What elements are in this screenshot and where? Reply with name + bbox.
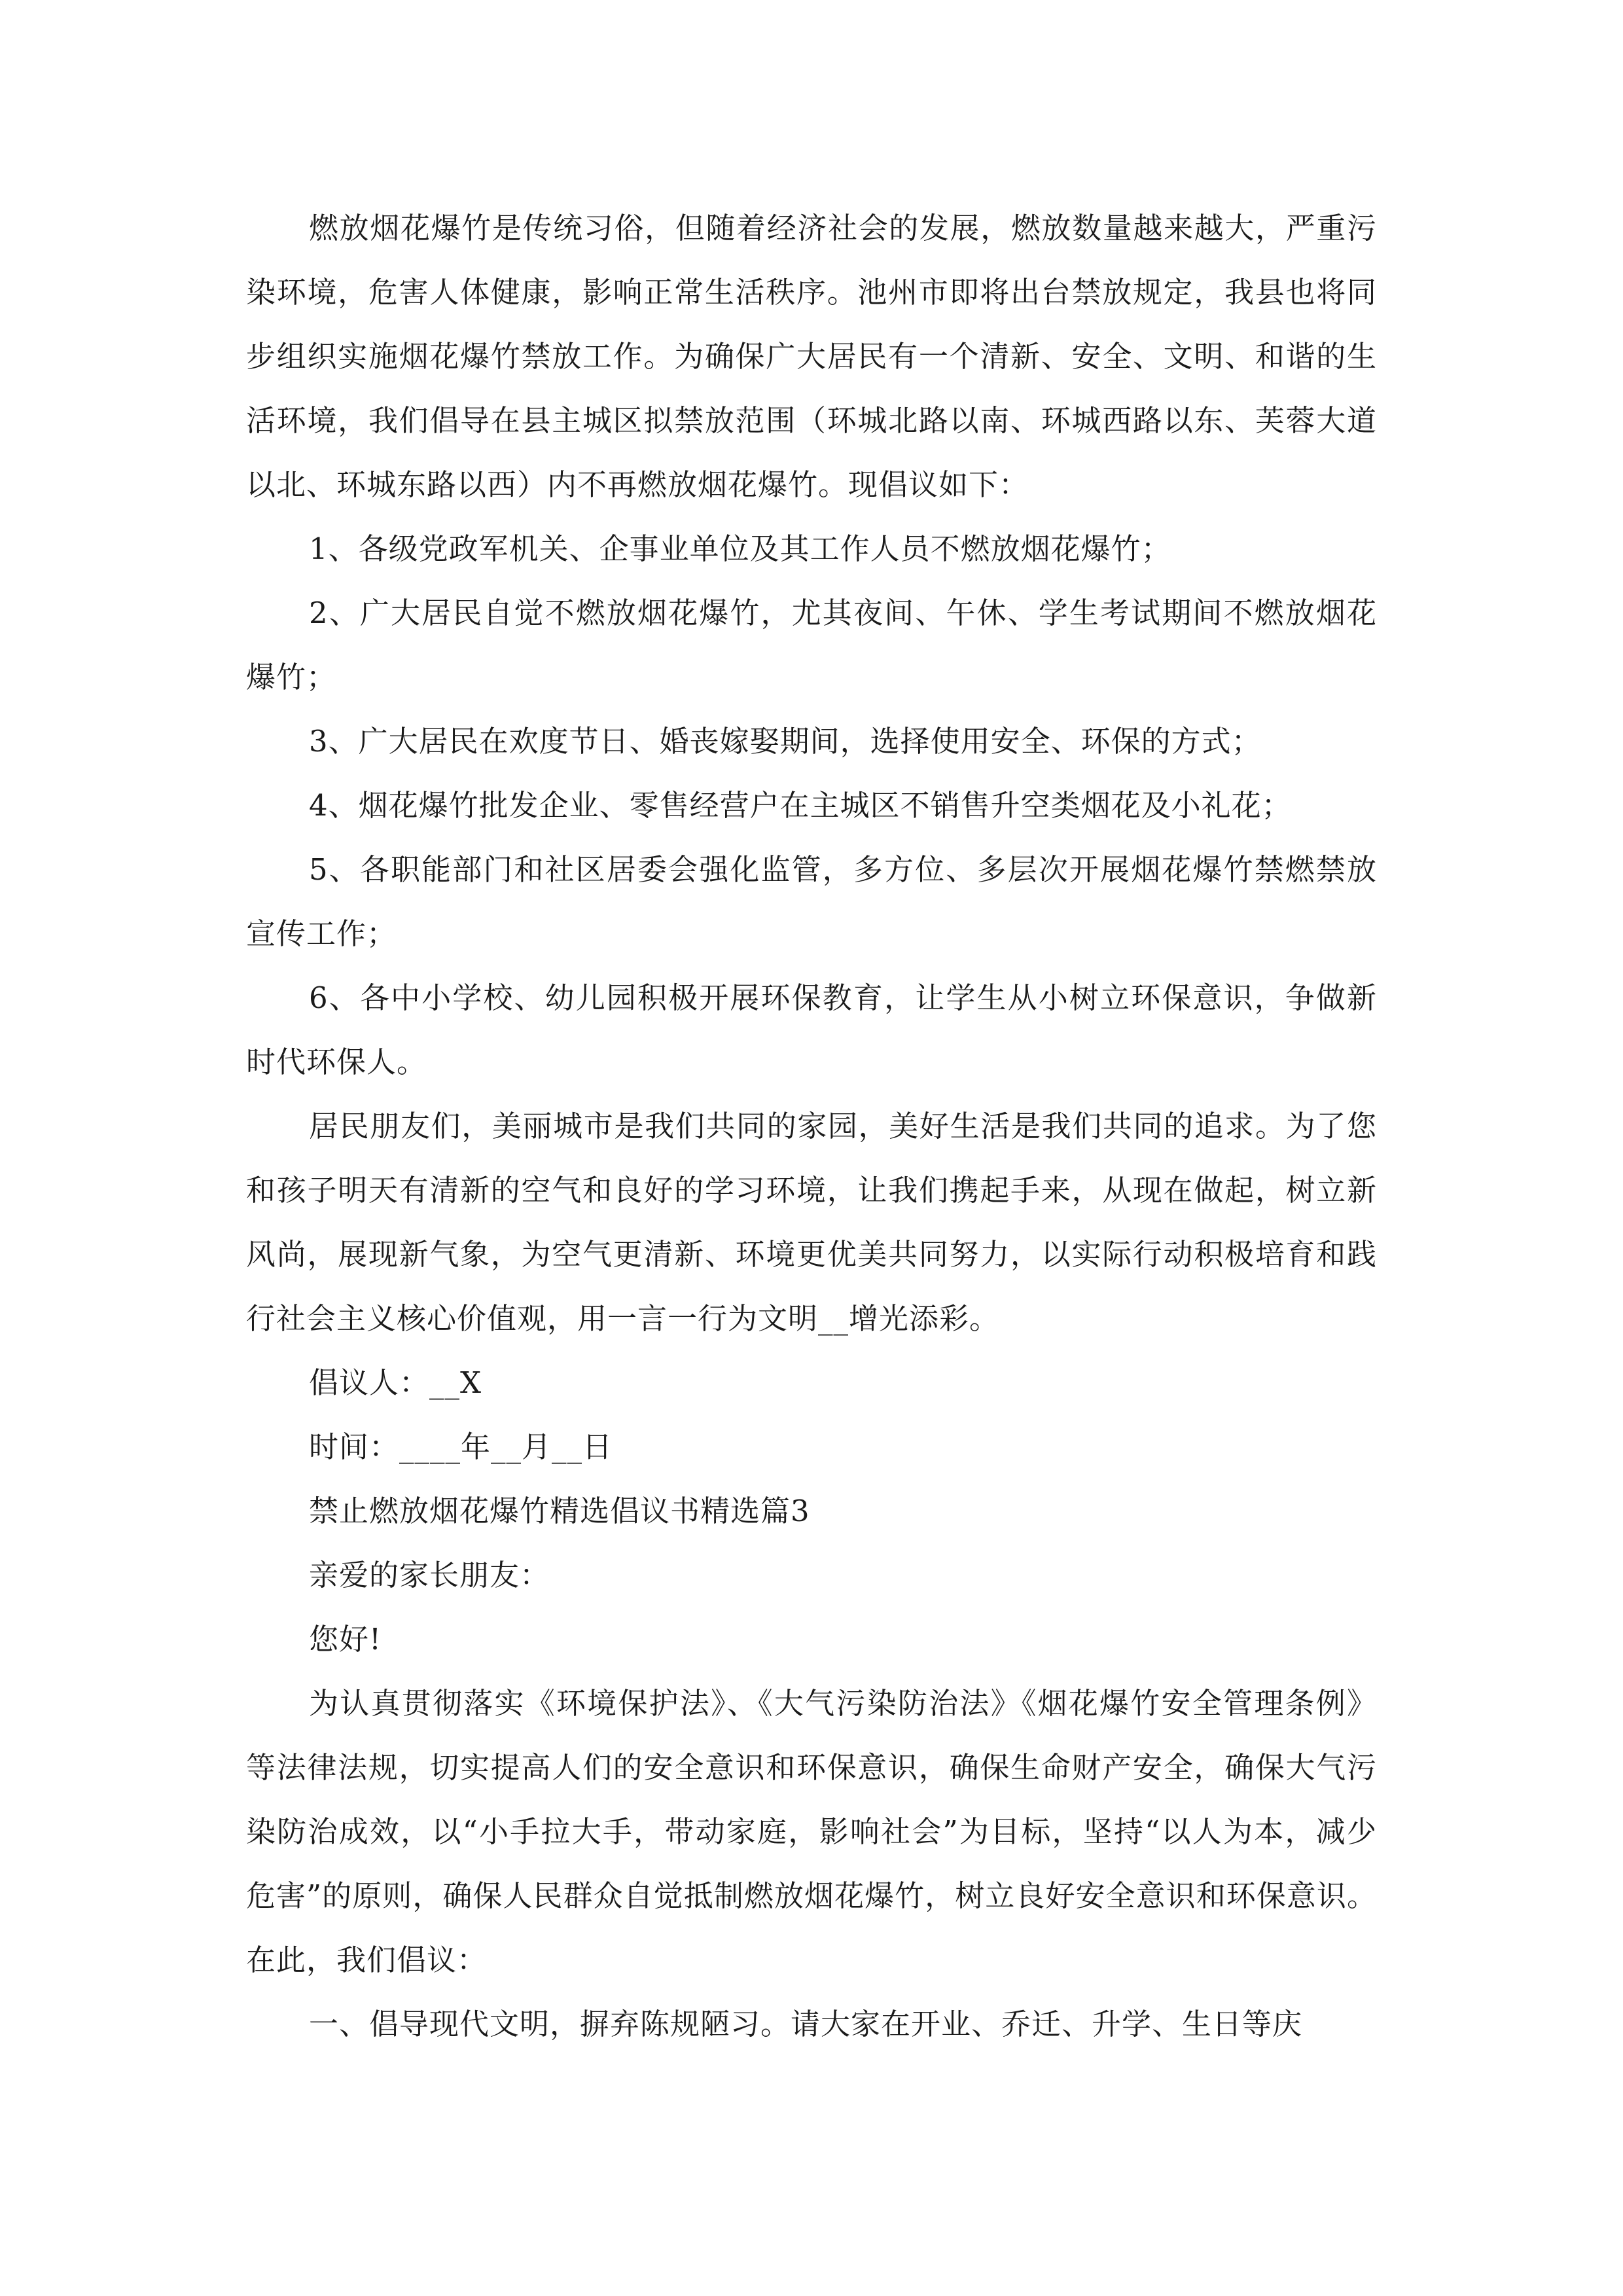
proposal-item-4: 4、烟花爆竹批发企业、零售经营户在主城区不销售升空类烟花及小礼花； <box>309 788 1292 823</box>
date-line: 时间：____年__月__日 <box>309 1429 613 1464</box>
intro-paragraph: 燃放烟花爆竹是传统习俗，但随着经济社会的发展，燃放数量越来越大，严重污染环境，危害人体健康，影响正常生活秩序。池州市即将出台禁放规定，我县也将同步组织实施烟花爆竹禁放工作。为确保广大居民有一个清新、安全、文明、和谐的生活环境，我们倡导在县主城区拟禁放范围（环城北路以南、环城西路以东、芙蓉大道以北、环城东路以西）内不再燃放烟花爆竹。现倡议如下： <box>246 211 1377 502</box>
document-body <box>246 196 1377 2056</box>
salutation: 亲爱的家长朋友： <box>309 1558 550 1592</box>
section-heading: 禁止燃放烟花爆竹精选倡议书精选篇3 <box>309 1494 810 1528</box>
proposer-line: 倡议人：__X <box>309 1365 482 1400</box>
proposal-item-2: 2、广大居民自觉不燃放烟花爆竹，尤其夜间、午休、学生考试期间不燃放烟花爆竹； <box>246 596 1377 694</box>
proposal-item-1: 1、各级党政军机关、企事业单位及其工作人员不燃放烟花爆竹； <box>309 531 1171 566</box>
body-paragraph: 为认真贯彻落实《环境保护法》、《大气污染防治法》《烟花爆竹安全管理条例》等法律法规，切实提高人们的安全意识和环保意识，确保生命财产安全，确保大气污染防治成效，以“小手拉大手，带动家庭，影响社会”为目标，坚持“以人为本，减少危害”的原则，确保人民群众自觉抵制燃放烟花爆竹，树立良好安全意识和环保意识。在此，我们倡议： <box>246 1686 1377 1977</box>
proposal-item-3: 3、广大居民在欢度节日、婚丧嫁娶期间，选择使用安全、环保的方式； <box>309 724 1262 759</box>
proposal-item-6: 6、各中小学校、幼儿园积极开展环保教育，让学生从小树立环保意识，争做新时代环保人。 <box>246 980 1377 1079</box>
proposal-item-5: 5、各职能部门和社区居委会强化监管，多方位、多层次开展烟花爆竹禁燃禁放宣传工作； <box>246 852 1377 951</box>
greeting: 您好! <box>309 1622 382 1657</box>
closing-paragraph: 居民朋友们，美丽城市是我们共同的家园，美好生活是我们共同的追求。为了您和孩子明天有清新的空气和良好的学习环境，让我们携起手来，从现在做起，树立新风尚，展现新气象，为空气更清新、环境更优美共同努力，以实际行动积极培育和践行社会主义核心价值观，用一言一行为文明__增光添彩。 <box>246 1109 1377 1336</box>
proposal-point-1: 一、倡导现代文明，摒弃陈规陋习。请大家在开业、乔迁、升学、生日等庆 <box>309 2007 1303 2041</box>
